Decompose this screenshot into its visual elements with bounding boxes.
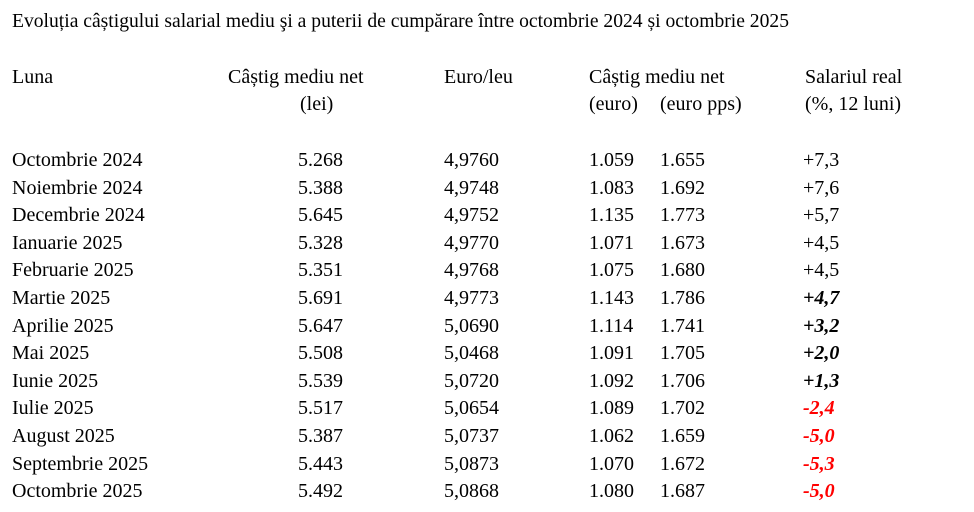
net-euro-cell: 1.080 (589, 480, 634, 503)
month-cell: Iunie 2025 (12, 369, 99, 392)
net-euro-cell: 1.091 (589, 342, 634, 365)
header-euro-leu: Euro/leu (444, 66, 513, 88)
net-pps-cell: 1.673 (660, 231, 705, 254)
month-cell: Septembrie 2025 (12, 452, 149, 475)
net-lei-cell: 5.328 (298, 231, 343, 254)
net-euro-cell: 1.114 (589, 314, 634, 337)
euro-leu-cell: 4,9773 (444, 287, 499, 309)
header-lei: Câștig mediu net (228, 66, 364, 88)
month-cell: Aprilie 2025 (12, 314, 114, 337)
net-lei-cell: 5.443 (298, 452, 343, 475)
table-row (0, 396, 974, 420)
net-euro-cell: 1.075 (589, 259, 634, 282)
header-pps-unit: (euro pps) (660, 93, 742, 115)
net-euro-cell: 1.135 (589, 204, 634, 227)
net-euro-cell: 1.070 (589, 452, 634, 475)
net-pps-cell: 1.692 (660, 176, 705, 199)
euro-leu-cell: 5,0690 (444, 314, 499, 337)
header-real-unit: (%, 12 luni) (805, 93, 902, 115)
table-row (0, 176, 974, 200)
real-wage-cell: +1,3 (803, 369, 840, 392)
net-lei-cell: 5.268 (298, 149, 343, 171)
net-euro-cell: 1.092 (589, 369, 634, 392)
euro-leu-cell: 4,9760 (444, 149, 499, 171)
real-wage-cell: +4,7 (803, 287, 840, 309)
euro-leu-cell: 5,0654 (444, 397, 499, 420)
net-pps-cell: 1.672 (660, 452, 705, 475)
month-cell: Noiembrie 2024 (12, 176, 143, 199)
table-row (0, 258, 974, 282)
month-cell: Ianuarie 2025 (12, 231, 123, 254)
net-lei-cell: 5.517 (298, 397, 343, 420)
real-wage-cell: +3,2 (803, 314, 840, 337)
table-row (0, 203, 974, 227)
document-title: Evoluția câștigului salarial mediu şi a puterii de cumpărare între octombrie 2024 și octombrie 2025 (12, 11, 789, 32)
real-wage-cell: +4,5 (803, 231, 840, 254)
euro-leu-cell: 5,0720 (444, 369, 499, 392)
euro-leu-cell: 5,0868 (444, 480, 499, 503)
header-real: Salariul real (805, 66, 903, 88)
net-lei-cell: 5.691 (298, 287, 343, 309)
net-pps-cell: 1.705 (660, 342, 705, 365)
table-row (0, 286, 974, 310)
net-euro-cell: 1.071 (589, 231, 634, 254)
net-pps-cell: 1.655 (660, 149, 705, 171)
net-lei-cell: 5.492 (298, 480, 343, 503)
net-pps-cell: 1.741 (660, 314, 705, 337)
table-row (0, 148, 974, 172)
net-lei-cell: 5.508 (298, 342, 343, 365)
table-row (0, 314, 974, 338)
table-row (0, 452, 974, 476)
month-cell: Octombrie 2024 (12, 149, 143, 171)
euro-leu-cell: 4,9752 (444, 204, 499, 227)
net-euro-cell: 1.143 (589, 287, 634, 309)
net-pps-cell: 1.680 (660, 259, 705, 282)
real-wage-cell: +4,5 (803, 259, 840, 282)
net-lei-cell: 5.539 (298, 369, 343, 392)
net-lei-cell: 5.645 (298, 204, 343, 227)
real-wage-cell: -5,3 (803, 452, 835, 475)
month-cell: Iulie 2025 (12, 397, 94, 420)
euro-leu-cell: 4,9768 (444, 259, 499, 282)
real-wage-cell: +7,6 (803, 176, 840, 199)
net-pps-cell: 1.659 (660, 425, 705, 447)
net-pps-cell: 1.786 (660, 287, 705, 309)
table-row (0, 231, 974, 255)
net-pps-cell: 1.702 (660, 397, 705, 420)
table-row (0, 341, 974, 365)
month-cell: Mai 2025 (12, 342, 90, 365)
month-cell: Octombrie 2025 (12, 480, 143, 503)
net-euro-cell: 1.059 (589, 149, 634, 171)
real-wage-cell: +2,0 (803, 342, 840, 365)
month-cell: Decembrie 2024 (12, 204, 145, 227)
header-lei-unit: (lei) (300, 93, 334, 115)
euro-leu-cell: 4,9770 (444, 231, 499, 254)
net-lei-cell: 5.387 (298, 425, 343, 447)
real-wage-cell: -5,0 (803, 480, 835, 503)
net-euro-cell: 1.062 (589, 425, 634, 447)
euro-leu-cell: 5,0737 (444, 425, 499, 447)
table-row (0, 369, 974, 393)
header-euro-unit: (euro) (589, 93, 638, 115)
net-pps-cell: 1.706 (660, 369, 705, 392)
table-row (0, 479, 974, 503)
header-month: Luna (12, 66, 54, 88)
euro-leu-cell: 5,0873 (444, 452, 499, 475)
net-euro-cell: 1.083 (589, 176, 634, 199)
euro-leu-cell: 5,0468 (444, 342, 499, 365)
real-wage-cell: -5,0 (803, 425, 835, 447)
net-lei-cell: 5.388 (298, 176, 343, 199)
real-wage-cell: +7,3 (803, 149, 840, 171)
header-euro: Câștig mediu net (589, 66, 725, 88)
net-euro-cell: 1.089 (589, 397, 634, 420)
net-pps-cell: 1.773 (660, 204, 705, 227)
table-row (0, 424, 974, 448)
net-lei-cell: 5.351 (298, 259, 343, 282)
month-cell: Februarie 2025 (12, 259, 134, 282)
month-cell: August 2025 (12, 425, 115, 447)
real-wage-cell: -2,4 (803, 397, 835, 420)
net-pps-cell: 1.687 (660, 480, 705, 503)
real-wage-cell: +5,7 (803, 204, 840, 227)
net-lei-cell: 5.647 (298, 314, 343, 337)
euro-leu-cell: 4,9748 (444, 176, 499, 199)
month-cell: Martie 2025 (12, 287, 111, 309)
